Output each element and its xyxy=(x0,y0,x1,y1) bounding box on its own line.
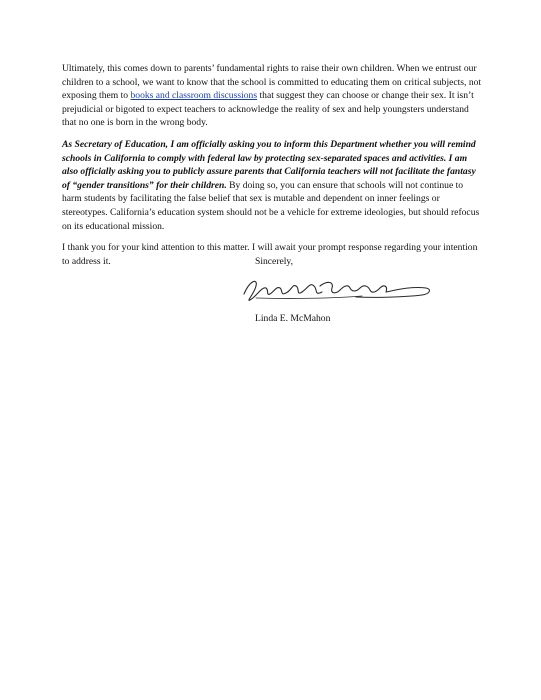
bold-italic-request: As Secretary of Education, I am officially asking you to inform this Department whether you will remind schools in California to comply with federal law by protecting sex-separated spaces and activities. I am also officially asking you to publicly assure parents that California teachers will not facilitate the fantasy of “gender transitions” for their children. xyxy=(62,138,476,191)
paragraph-text: that suggest they can choose or change their sex. It isn’t prejudicial or bigoted to expect teachers to acknowledge the reality of sex and help youngsters understand that no one is born in the wrong body. xyxy=(62,90,474,129)
closing-salutation: Sincerely, xyxy=(255,256,294,267)
paragraph-thanks: I thank you for your kind attention to this matter. I will await your prompt response regarding your intention to address it. xyxy=(62,242,478,267)
paragraph-text: By doing so, you can ensure that schools will not continue to harm students by facilitating the false belief that sex is mutable and dependent on inner feelings or stereotypes. California’s education system should not be a vehicle for extreme ideologies, but should refocus on its educational mission. xyxy=(62,179,480,232)
letter-body xyxy=(62,62,482,276)
signer-name: Linda E. McMahon xyxy=(255,313,331,324)
paragraph-parents-rights xyxy=(62,62,482,130)
books-discussions-link[interactable]: books and classroom discussions xyxy=(130,90,258,102)
paragraph-official-request xyxy=(62,138,482,233)
handwritten-signature xyxy=(236,272,436,308)
paragraph-text: Ultimately, this comes down to parents’ fundamental rights to raise their own children. When we entrust our children to a school, we want to know that the school is committed to educating them on critical subjects, not exposing them to xyxy=(62,63,482,102)
